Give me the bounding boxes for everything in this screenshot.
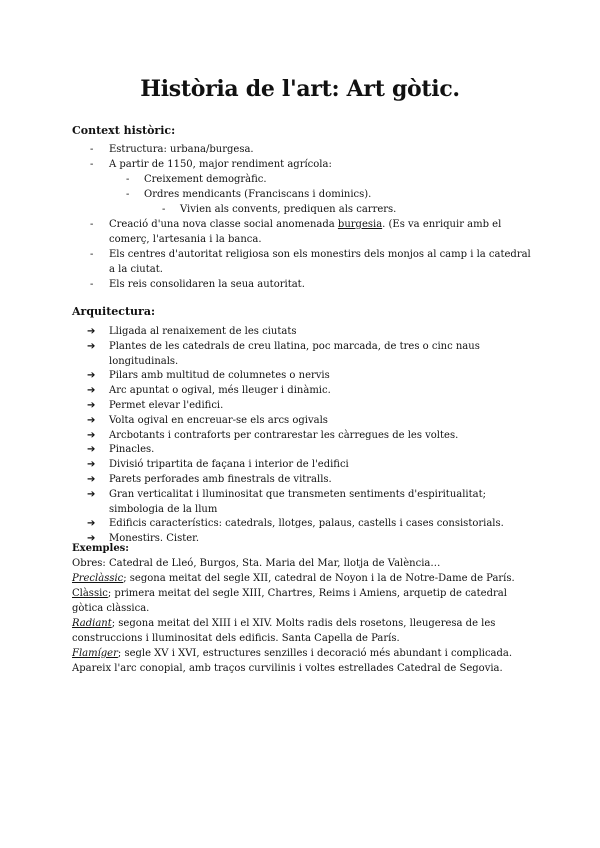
list-item-text: Edificis característics: catedrals, llotges, palaus, castells i cases consistorials. [109, 518, 504, 530]
works-line: Obres: Catedral de Lleó, Burgos, Sta. Maria del Mar, llotja de València… [72, 558, 441, 569]
dash-bullet: - [126, 174, 130, 185]
arrow-right-icon: ➔ [87, 414, 96, 426]
list-item [72, 157, 532, 172]
list-item [72, 517, 532, 532]
period-flamiger [72, 646, 532, 676]
list-item [72, 458, 532, 473]
period-preclassic [72, 571, 532, 586]
burgesia-term: burgesia [337, 219, 383, 230]
list-item [72, 277, 532, 292]
list-item [72, 247, 532, 277]
list-item-text: Lligada al renaixement de les ciutats [109, 326, 297, 337]
dash-bullet: - [162, 204, 166, 215]
period-text: ; primera meitat del segle XIII, Chartres, Reims i Amiens, arquetip de catedral gòtica clàssica. [72, 588, 507, 614]
period-name: Flamíger [72, 648, 118, 659]
list-item [72, 217, 532, 247]
list-item [72, 429, 532, 444]
list-item [72, 340, 532, 370]
period-name: Clàssic [72, 588, 108, 599]
list-item-text: A partir de 1150, major rendiment agrícola: [109, 159, 332, 170]
dash-bullet: - [90, 159, 94, 170]
arrow-right-icon: ➔ [87, 385, 96, 397]
list-item [72, 414, 532, 429]
dash-bullet: - [90, 279, 94, 290]
list-item [72, 384, 532, 399]
list-item-text: Arcbotants i contraforts per contrarestar les càrregues de les voltes. [109, 429, 459, 441]
context-list [72, 142, 532, 292]
list-item-text: Parets perforades amb finestrals de vitralls. [109, 473, 332, 485]
list-item-text: Els centres d'autoritat religiosa son els monestirs dels monjos al camp i la catedral a la ciutat. [109, 249, 531, 275]
list-item-text: Creixement demogràfic. [144, 174, 267, 185]
list-item [72, 369, 532, 384]
list-item [72, 172, 532, 187]
list-item-text: Vivien als convents, prediquen als carrers. [180, 204, 397, 215]
dash-bullet: - [90, 249, 94, 260]
list-item-text: Pinacles. [109, 444, 155, 456]
examples-section [72, 541, 532, 676]
arrow-right-icon: ➔ [87, 533, 96, 545]
list-item-text-before: Creació d'una nova classe social anomenada [109, 219, 338, 230]
list-item-text: Plantes de les catedrals de creu llatina, poc marcada, de tres o cinc naus longitudinals. [109, 340, 480, 367]
arrow-right-icon: ➔ [87, 340, 96, 352]
list-item [72, 325, 532, 340]
list-item-text: Arc apuntat o ogival, més lleuger i dinàmic. [109, 385, 331, 397]
list-item [72, 142, 532, 157]
list-item [72, 488, 532, 518]
list-item-text: Divisió tripartita de façana i interior de l'edifici [109, 459, 349, 471]
arrow-right-icon: ➔ [87, 518, 96, 530]
list-item [72, 473, 532, 488]
list-item [72, 202, 532, 217]
arrow-right-icon: ➔ [87, 473, 96, 485]
arrow-right-icon: ➔ [87, 488, 96, 500]
list-item [72, 187, 532, 202]
examples-heading: Exemples: [72, 543, 130, 554]
dash-bullet: - [90, 219, 94, 230]
list-item-text: Monestirs. Cister. [109, 533, 200, 545]
list-item-text: Volta ogival en encreuar-se els arcs ogivals [109, 414, 328, 426]
architecture-heading: Arquitectura: [72, 305, 156, 318]
period-text: ; segona meitat del XIII i el XIV. Molts radis dels rosetons, lleugeresa de les construccions i lluminositat dels edificis. Santa Capella de París. [72, 618, 496, 644]
period-classic [72, 586, 532, 616]
list-item-text: Els reis consolidaren la seua autoritat. [109, 279, 305, 290]
architecture-list [72, 325, 532, 547]
period-name: Radiant [72, 618, 112, 629]
period-radiant [72, 616, 532, 646]
arrow-right-icon: ➔ [87, 429, 96, 441]
period-text: ; segle XV i XVI, estructures senzilles i decoració més abundant i complicada. Apareix l'arc conopial, amb traços curvilinis i voltes estrellades Catedral de Segovia. [72, 648, 513, 674]
list-item-text: Pilars amb multitud de columnetes o nervis [109, 370, 330, 382]
list-item-text: Gran verticalitat i lluminositat que transmeten sentiments d'espiritualitat; simbologia de la llum [109, 488, 486, 515]
period-name: Preclàssic [72, 573, 124, 584]
period-text: ; segona meitat del segle XII, catedral de Noyon i la de Notre-Dame de París. [123, 573, 515, 584]
arrow-right-icon: ➔ [87, 370, 96, 382]
arrow-right-icon: ➔ [87, 399, 96, 411]
list-item [72, 443, 532, 458]
list-item-text: Estructura: urbana/burgesa. [109, 144, 254, 155]
list-item-text-after: . (Es va enriquir amb el comerç, l'artesania i la banca. [109, 219, 502, 245]
context-heading: Context històric: [72, 124, 176, 137]
arrow-right-icon: ➔ [87, 459, 96, 471]
dash-bullet: - [90, 144, 94, 155]
list-item-text: Permet elevar l'edifici. [109, 399, 224, 411]
arrow-right-icon: ➔ [87, 444, 96, 456]
page-title: Història de l'art: Art gòtic. [140, 76, 460, 102]
dash-bullet: - [126, 189, 130, 200]
list-item [72, 399, 532, 414]
arrow-right-icon: ➔ [87, 326, 96, 337]
list-item-text: Ordres mendicants (Franciscans i dominics). [144, 189, 372, 200]
